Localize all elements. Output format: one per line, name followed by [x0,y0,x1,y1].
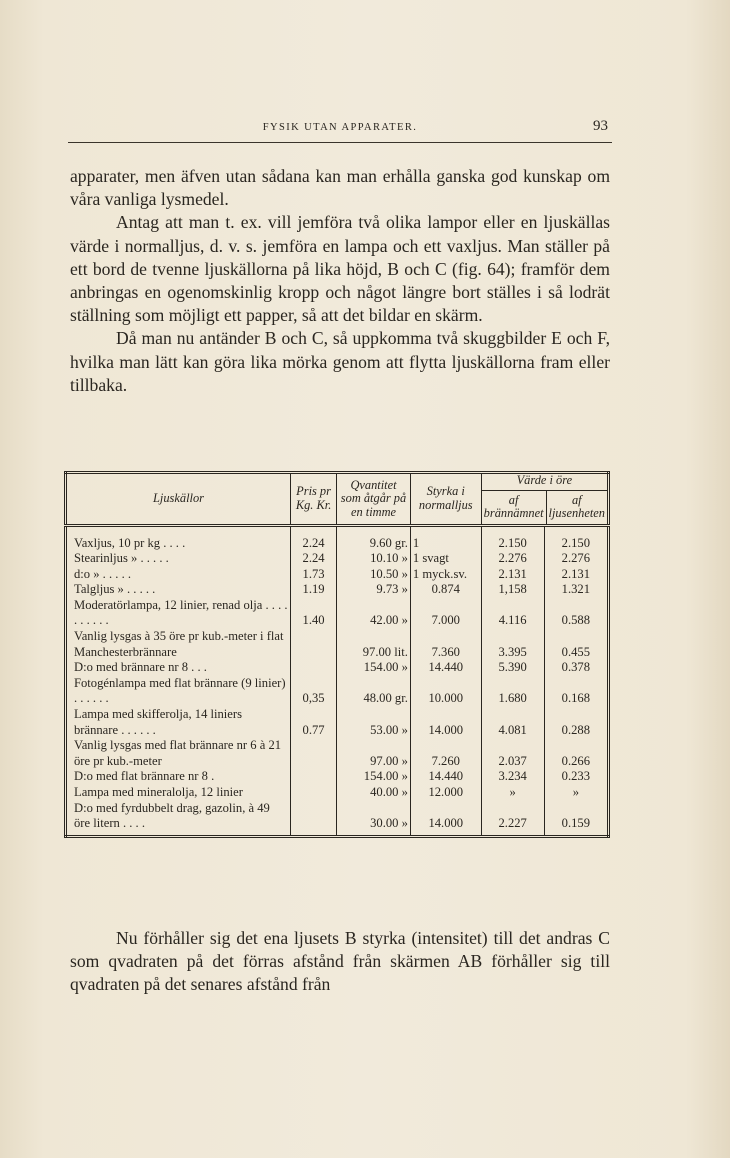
paragraph-4: Nu förhåller sig det ena ljusets B styrka (intensitet) till det andras C som qvadraten på det förras afstånd från skärmen AB förhåller sig till qvadraten på det senares afstånd från [70,928,610,995]
cell-value-light: 0.288 [544,707,608,738]
cell-quantity: 9.73 » [337,582,411,598]
cell-price: 2.24 [291,525,337,551]
running-header [70,118,610,142]
cell-value-fuel: 2.276 [481,551,544,567]
cell-source: Vanlig lysgas à 35 öre pr kub.-meter i flat Manchesterbrännare [74,629,284,659]
cell-strength: 7.260 [410,738,481,769]
cell-strength: 10.000 [410,676,481,707]
table-row [66,567,609,583]
cell-quantity: 9.60 gr. [337,525,411,551]
cell-value-light: 0.266 [544,738,608,769]
cell-strength: 7.360 [410,629,481,660]
body-text-lower [70,927,610,997]
cell-value-fuel: 2.150 [481,525,544,551]
table-row [66,707,609,738]
body-text-upper [70,165,610,397]
cell-source: d:o » . . . . . [74,566,132,581]
header-source: Ljuskällor [66,473,291,526]
cell-source: Stearinljus » . . . . . [74,551,169,566]
cell-price: 0.77 [291,707,337,738]
header-value-group [481,473,608,526]
table-row [66,785,609,801]
cell-value-light: 0.168 [544,676,608,707]
header-title: FYSIK UTAN APPARATER. [262,122,418,133]
cell-quantity: 42.00 » [337,598,411,629]
table-row [66,551,609,567]
cell-strength: 14.440 [410,660,481,676]
cell-price: 2.24 [291,551,337,567]
cell-price: 1.19 [291,582,337,598]
cell-strength: 1 myck.sv. [410,567,481,583]
cell-price: 1.73 [291,567,337,583]
cell-price [291,660,337,676]
header-value-fuel: af brännämnet [483,492,544,520]
header-value-group-label: Värde i öre [482,474,607,491]
header-rule [68,142,612,143]
cell-value-fuel: 2.131 [481,567,544,583]
cell-source: D:o med fyrdubbelt drag, gazolin, à 49 öre litern . . . . [74,800,270,831]
cell-strength: 12.000 [410,785,481,801]
cell-quantity: 154.00 » [337,769,411,785]
table-row [66,629,609,660]
cell-value-fuel: 5.390 [481,660,544,676]
cell-price [291,785,337,801]
cell-value-light: 1.321 [544,582,608,598]
cell-source: Fotogénlampa med flat brännare (9 linier) . . . . . . [74,675,286,706]
page-number: 93 [593,118,608,134]
cell-value-light: 0.588 [544,598,608,629]
cell-quantity: 10.50 » [337,567,411,583]
cell-value-fuel: 4.116 [481,598,544,629]
cell-value-light: 2.276 [544,551,608,567]
paragraph-1: apparater, men äfven utan sådana kan man erhålla ganska god kunskap om våra vanliga lysmedel. [70,166,610,210]
cell-price [291,629,337,660]
table-row [66,598,609,629]
table-row [66,801,609,837]
cell-quantity: 97.00 » [337,738,411,769]
cell-source: D:o med brännare nr 8 . . . [74,660,207,675]
cell-price: 0,35 [291,676,337,707]
table-row [66,525,609,551]
table-row [66,738,609,769]
cell-value-light: 0.378 [544,660,608,676]
cell-source: Vaxljus, 10 pr kg . . . . [74,535,186,550]
cell-value-fuel: » [481,785,544,801]
cell-strength: 14.440 [410,769,481,785]
header-quantity: Qvantitet som åtgår på en timme [337,473,411,526]
cell-quantity: 154.00 » [337,660,411,676]
cell-quantity: 30.00 » [337,801,411,837]
cell-value-fuel: 1.680 [481,676,544,707]
cell-strength: 0.874 [410,582,481,598]
cell-source: Lampa med skifferolja, 14 liniers brännare . . . . . . [74,707,242,737]
cell-quantity: 97.00 lit. [337,629,411,660]
cell-source: D:o med flat brännare nr 8 . [74,769,215,784]
cell-price [291,801,337,837]
cell-quantity: 48.00 gr. [337,676,411,707]
cell-source: Vanlig lysgas med flat brännare nr 6 à 21 öre pr kub.-meter [74,738,282,768]
cell-value-fuel: 1,158 [481,582,544,598]
cell-source: Talgljus » . . . . . [74,582,156,597]
cell-strength: 14.000 [410,801,481,837]
cell-value-light: 2.150 [544,525,608,551]
table-row [66,769,609,785]
cell-quantity: 53.00 » [337,707,411,738]
cell-value-fuel: 2.227 [481,801,544,837]
header-strength: Styrka i normalljus [410,473,481,526]
paragraph-3: Då man nu antänder B och C, så uppkomma två skuggbilder E och F, hvilka man lätt kan göra lika mörka genom att flytta ljuskällorna fram eller tillbaka. [70,328,610,395]
cell-quantity: 10.10 » [337,551,411,567]
cell-quantity: 40.00 » [337,785,411,801]
cell-price [291,769,337,785]
paragraph-2: Antag att man t. ex. vill jemföra två olika lampor eller en ljuskällas värde i normalljus, d. v. s. jemföra en lampa och ett vaxljus. Man ställer på ett bord de tvenne ljuskällorna på lika höjd, B och C (fig. 64); framför dem anbringas en ogenomskinlig kropp och något längre bort ställes i så lodrät ställning som möjligt ett papper, så att det bildar en skärm. [70,212,610,326]
cell-value-fuel: 2.037 [481,738,544,769]
table-row [66,676,609,707]
cell-strength: 7.000 [410,598,481,629]
cell-strength: 1 [410,525,481,551]
cell-strength: 1 svagt [410,551,481,567]
cell-value-fuel: 3.234 [481,769,544,785]
cell-source: Moderatörlampa, 12 linier, renad olja . . . . . . . . . . [74,597,288,628]
cell-value-light: 2.131 [544,567,608,583]
cell-value-light: 0.455 [544,629,608,660]
cell-price: 1.40 [291,598,337,629]
cell-strength: 14.000 [410,707,481,738]
cell-value-light: 0.159 [544,801,608,837]
cell-source: Lampa med mineralolja, 12 linier [74,785,243,799]
cell-value-fuel: 3.395 [481,629,544,660]
table-row [66,582,609,598]
header-price: Pris pr Kg. Kr. [291,473,337,526]
cell-price [291,738,337,769]
cell-value-fuel: 4.081 [481,707,544,738]
table-row [66,660,609,676]
header-value-light: af ljusenheten [546,491,607,524]
light-source-table [64,471,610,889]
cell-value-light: » [544,785,608,801]
cell-value-light: 0.233 [544,769,608,785]
